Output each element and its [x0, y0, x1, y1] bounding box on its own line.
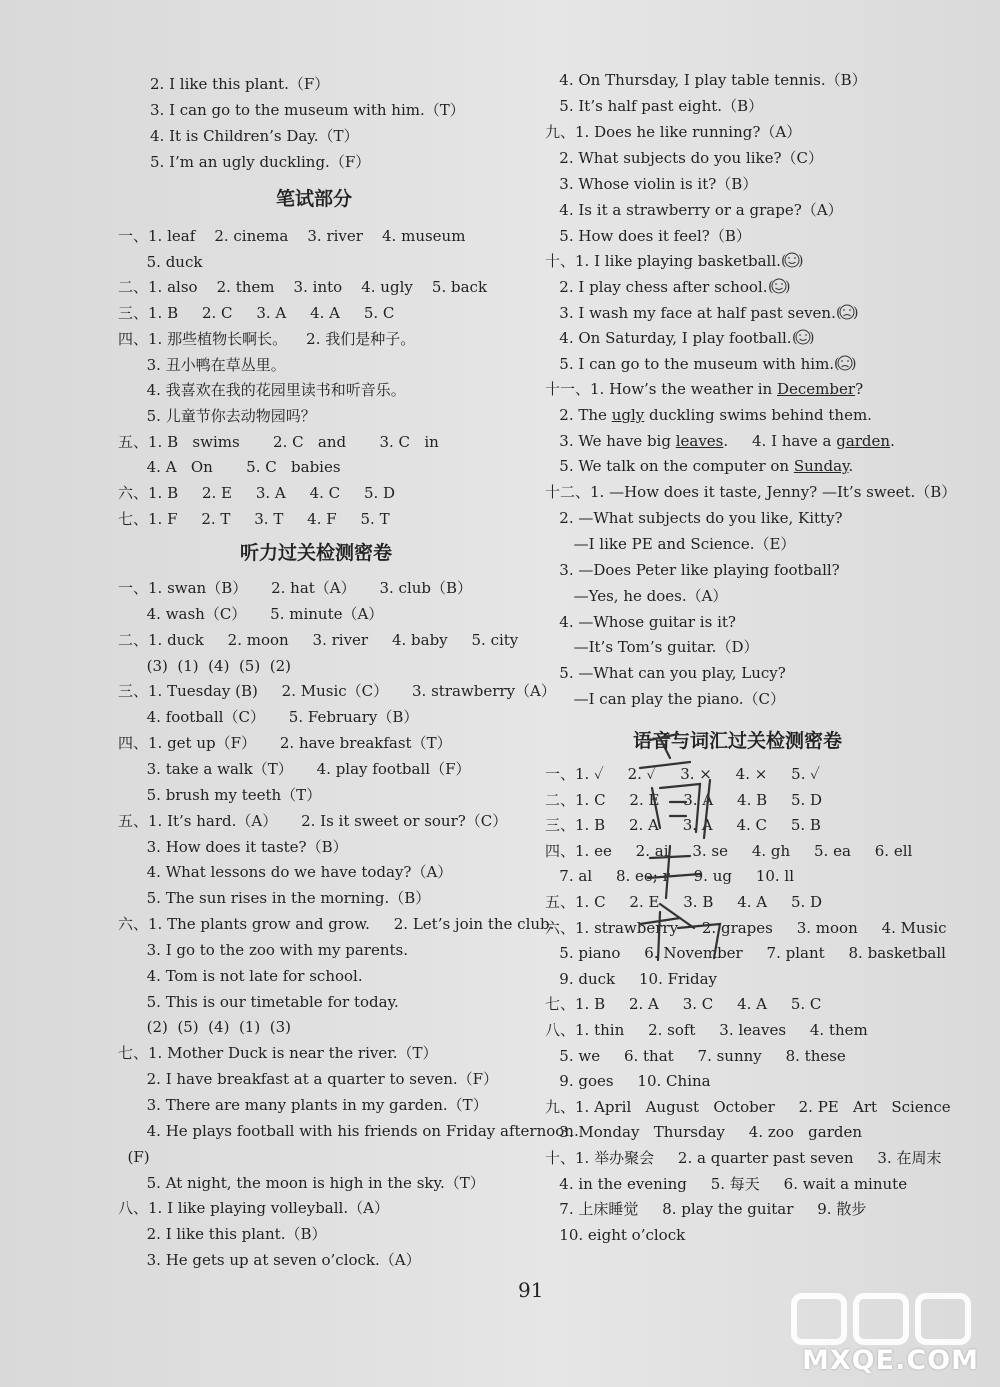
section-title-phonics: 语音与词汇过关检测密卷	[633, 730, 843, 752]
answer-line: 5. It’s half past eight.（B）	[545, 97, 764, 115]
answer-line: 五、1. C 2. E 3. B 4. A 5. D	[545, 893, 823, 911]
answer-line	[545, 276, 790, 297]
answer-line: 四、1. get up（F） 2. have breakfast（T）	[118, 734, 452, 753]
underlined-word: garden	[836, 431, 891, 450]
sad-face-icon	[836, 302, 858, 322]
answer-line: 7. 上床睡觉 8. play the guitar 9. 散步	[545, 1200, 867, 1219]
answer-line: 4. —Whose guitar is it?	[545, 612, 736, 631]
answer-line: —Yes, he does.（A）	[545, 586, 728, 605]
answer-line: 5. piano 6. November 7. plant 8. basketball	[545, 944, 946, 963]
answer-line: 2. —What subjects do you like, Kitty?	[545, 508, 843, 527]
answer-line: 二、1. also 2. them 3. into 4. ugly 5. back	[118, 278, 488, 297]
answer-line: 3. I can go to the museum with him.（T）	[150, 101, 465, 119]
answer-line	[545, 456, 853, 476]
underlined-word: December	[777, 380, 856, 398]
answer-line: 9. goes 10. China	[545, 1072, 711, 1091]
answer-text: 2. I play chess after school.	[545, 277, 768, 296]
answer-line: 七、1. Mother Duck is near the river.（T）	[118, 1044, 438, 1063]
watermark-logo	[790, 1290, 990, 1350]
answer-line: 4. 我喜欢在我的花园里读书和听音乐。	[118, 381, 406, 400]
answer-line: 三、1. B 2. C 3. A 4. A 5. C	[118, 304, 395, 323]
answer-line: 六、1. The plants grow and grow. 2. Let’s join the club.	[118, 915, 555, 934]
answer-text: 十一、1. How’s the weather in	[545, 380, 777, 398]
answer-text: 3. We have big	[545, 431, 676, 450]
answer-text: ?	[855, 380, 864, 398]
answer-line: 5. This is our timetable for today.	[118, 992, 399, 1011]
smiley-face-icon	[768, 276, 790, 296]
answer-line: (3) (1) (4) (5) (2)	[118, 656, 291, 675]
svg-text:): )	[784, 278, 790, 295]
answer-line: 3. I go to the zoo with my parents.	[118, 940, 408, 959]
answer-line	[545, 250, 803, 271]
answer-text: 十、1. I like playing basketball.	[545, 252, 781, 270]
answer-line: 7. al 8. ee; r 9. ug 10. ll	[545, 867, 795, 886]
answer-line: 八、1. I like playing volleyball.（A）	[118, 1199, 389, 1218]
answer-line: 4. He plays football with his friends on Friday afternoon.	[118, 1121, 579, 1140]
answer-line: 5. At night, the moon is high in the sky.（T）	[118, 1173, 485, 1192]
watermark-url: MXQE.COM	[802, 1345, 979, 1376]
answer-line: 4. football（C） 5. February（B）	[118, 708, 419, 727]
handwritten-scribble	[630, 728, 760, 968]
answer-line: 3. 丑小鸭在草丛里。	[118, 355, 286, 374]
answer-line: 2. I like this plant.（B）	[118, 1225, 327, 1244]
answer-line: 4. wash（C） 5. minute（A）	[118, 604, 384, 623]
answer-line: 3. There are many plants in my garden.（T）	[118, 1096, 488, 1114]
answer-line	[545, 353, 856, 374]
answer-line: 四、1. ee 2. ai 3. se 4. gh 5. ea 6. ell	[545, 841, 913, 860]
answer-line: 一、1. swan（B） 2. hat（A） 3. club（B）	[118, 579, 473, 597]
answer-line: 2. What subjects do you like?（C）	[545, 149, 823, 167]
answer-line: 4. It is Children’s Day.（T）	[150, 127, 359, 145]
svg-text:(: (	[834, 356, 840, 373]
answer-text: .	[848, 457, 854, 476]
answer-line: 5. I’m an ugly duckling.（F）	[150, 153, 371, 171]
section-title-written: 笔试部分	[276, 188, 353, 210]
answer-line: 2. I have breakfast at a quarter to seven.（F）	[118, 1070, 499, 1089]
underlined-word: leaves	[675, 431, 724, 450]
answer-line: 5. we 6. that 7. sunny 8. these	[545, 1046, 846, 1065]
answer-line: 5. brush my teeth（T）	[118, 785, 322, 804]
answer-line: 3. How does it taste?（B）	[118, 837, 348, 856]
answer-text: .	[890, 431, 895, 450]
answer-line: 九、1. Does he like running?（A）	[545, 123, 802, 141]
answer-text: 5. I can go to the museum with him.	[545, 355, 835, 374]
answer-line: —I can play the piano.（C）	[545, 690, 786, 709]
answer-text: 5. We talk on the computer on	[545, 457, 794, 476]
svg-text:): )	[797, 253, 803, 269]
answer-line: 九、1. April August October 2. PE Art Science	[545, 1097, 951, 1116]
svg-text:): )	[851, 356, 857, 373]
answer-line: 十二、1. —How does it taste, Jenny? —It’s sweet.（B）	[545, 483, 957, 501]
answer-line: 3. take a walk（T） 4. play football（F）	[118, 759, 471, 778]
svg-text:(: (	[780, 253, 787, 269]
answer-line: 六、1. strawberry 2. grapes 3. moon 4. Music	[545, 918, 947, 937]
answer-line	[545, 431, 895, 451]
answer-line: 十、1. 举办聚会 2. a quarter past seven 3. 在周末	[545, 1149, 942, 1167]
answer-line	[545, 405, 872, 425]
answer-line: 9. duck 10. Friday	[545, 969, 717, 988]
answer-line: 七、1. F 2. T 3. T 4. F 5. T	[118, 509, 390, 528]
answer-line: 二、1. duck 2. moon 3. river 4. baby 5. city	[118, 630, 519, 649]
answer-text: 2. The	[545, 405, 612, 424]
answer-line: 八、1. thin 2. soft 3. leaves 4. them	[545, 1021, 868, 1039]
answer-line: 3. —Does Peter like playing football?	[545, 560, 840, 579]
page-number: 91	[518, 1278, 544, 1302]
answer-line: 二、1. C 2. E 3. A 4. B 5. D	[545, 790, 823, 809]
answer-line: 四、1. 那些植物长啊长。 2. 我们是种子。	[118, 329, 416, 348]
sad-face-icon	[834, 353, 856, 373]
answer-line: 5. —What can you play, Lucy?	[545, 664, 786, 683]
answer-line: 4. What lessons do we have today?（A）	[118, 863, 453, 882]
answer-line: 5. The sun rises in the morning.（B）	[118, 889, 431, 908]
answer-line: 3. Whose violin is it?（B）	[545, 175, 758, 193]
answer-line: 三、1. Tuesday (B) 2. Music（C） 3. strawberry（A）	[118, 682, 556, 701]
answer-line	[545, 379, 863, 399]
answer-text: 3. I wash my face at half past seven.	[545, 303, 836, 322]
answer-line: 2. I like this plant.（F）	[150, 75, 330, 93]
underlined-word: ugly	[611, 405, 645, 424]
underlined-word: Sunday	[793, 457, 849, 476]
answer-text: . 4. I have a	[723, 431, 837, 450]
answer-line: —I like PE and Science.（E）	[545, 534, 796, 553]
answer-line: 六、1. B 2. E 3. A 4. C 5. D	[118, 484, 396, 502]
answer-line: 5. duck	[118, 252, 203, 271]
svg-text:(: (	[767, 278, 773, 295]
answer-line: —It’s Tom’s guitar.（D）	[545, 638, 759, 657]
answer-line: 10. eight o’clock	[545, 1225, 686, 1244]
svg-text:): )	[808, 330, 814, 347]
answer-line: 3. Monday Thursday 4. zoo garden	[545, 1123, 863, 1142]
answer-line: 4. A On 5. C babies	[118, 458, 341, 477]
answer-line: 5. How does it feel?（B）	[545, 227, 751, 245]
answer-line: 4. Tom is not late for school.	[118, 966, 363, 985]
svg-text:(: (	[835, 304, 842, 321]
answer-line: 4. in the evening 5. 每天 6. wait a minute	[545, 1174, 908, 1193]
answer-line: 五、1. It’s hard.（A） 2. Is it sweet or sour?（C）	[118, 811, 508, 830]
answer-line: 4. On Thursday, I play table tennis.（B）	[545, 71, 867, 89]
smiley-face-icon	[781, 250, 803, 270]
answer-line: 七、1. B 2. A 3. C 4. A 5. C	[545, 995, 822, 1014]
answer-text: 4. On Saturday, I play football.	[545, 329, 792, 348]
section-title-listening: 听力过关检测密卷	[240, 542, 393, 564]
answer-line: 一、1. leaf 2. cinema 3. river 4. museum	[118, 227, 466, 245]
answer-line: 3. He gets up at seven o’clock.（A）	[118, 1251, 421, 1270]
answer-line: (F)	[118, 1147, 150, 1166]
svg-text:): )	[852, 304, 858, 321]
answer-line: 一、1. ✓ 2. ✓ 3. × 4. × 5. ✓	[545, 765, 820, 783]
answer-text: duckling swims behind them.	[644, 405, 872, 424]
answer-line: 5. 儿童节你去动物园吗？	[118, 406, 316, 425]
answer-line	[545, 327, 814, 348]
answer-line: 三、1. B 2. A 3. A 4. C 5. B	[545, 816, 821, 835]
answer-line: 4. Is it a strawberry or a grape?（A）	[545, 201, 843, 219]
answer-line	[545, 302, 858, 323]
answer-line: 五、1. B swims 2. C and 3. C in	[118, 432, 439, 451]
svg-text:(: (	[791, 330, 798, 347]
answer-line: (2) (5) (4) (1) (3)	[118, 1018, 291, 1037]
smiley-face-icon	[792, 327, 814, 347]
